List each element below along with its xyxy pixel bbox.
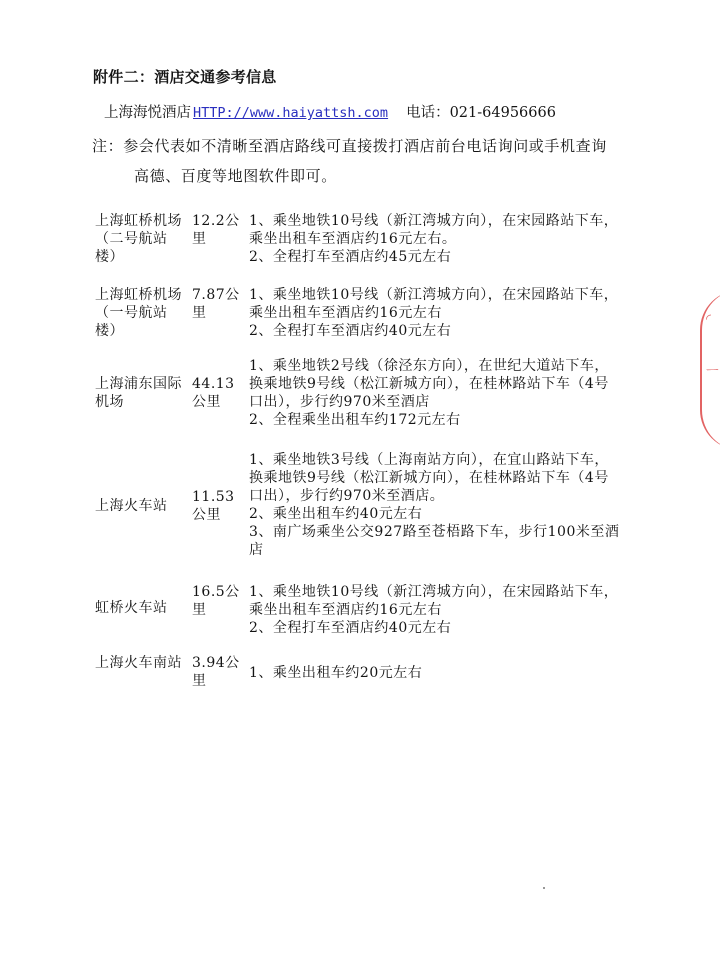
note-line-1: 注：参会代表如不清晰至酒店路线可直接拨打酒店前台电话询问或手机查询 [92,137,607,155]
seal-mark: ㅡ [706,364,719,379]
route-step: 1、乘坐地铁10号线（新江湾城方向），在宋园路站下车，乘坐出租车至酒店约16元左右 [249,584,619,618]
route-distance: 3.94公里 [192,655,240,689]
route-place: 上海虹桥机场（二号航站楼） [95,213,182,265]
hotel-name: 上海海悦酒店 [104,105,191,121]
seal-stamp-edge [700,290,720,450]
note-line-2: 高德、百度等地图软件即可。 [134,167,337,185]
route-step: 2、全程乘坐出租车约172元左右 [249,412,461,428]
route-distance: 12.2公里 [192,213,240,247]
route-step: 3、南广场乘坐公交927路至苍梧路下车，步行100米至酒店 [249,524,620,558]
route-place: 虹桥火车站 [95,600,168,616]
route-place: 上海浦东国际机场 [95,376,182,410]
hotel-website-link[interactable]: HTTP://www.haiyattsh.com [193,105,389,121]
route-step: 2、全程打车至酒店约45元左右 [249,249,452,265]
seal-mark: ◜ [706,312,712,327]
hotel-phone-label: 电话： [406,105,450,121]
route-details [249,286,623,340]
scan-speck [543,887,545,889]
route-details [249,357,623,429]
route-step: 2、全程打车至酒店约40元左右 [249,620,452,636]
route-step: 1、乘坐地铁2号线（徐泾东方向），在世纪大道站下车，换乘地铁9号线（松江新城方向），在桂林路站下车（4号口出），步行约970米至酒店 [249,358,609,410]
route-distance: 11.53公里 [192,489,235,523]
route-step: 1、乘坐地铁10号线（新江湾城方向），在宋园路站下车，乘坐出租车至酒店约16元左右 [249,287,619,321]
route-details [249,583,623,637]
route-place: 上海虹桥机场（一号航站楼） [95,287,182,339]
route-step: 2、全程打车至酒店约40元左右 [249,323,452,339]
page-title: 附件二：酒店交通参考信息 [93,68,277,86]
route-details [249,451,623,559]
route-step: 2、乘坐出租车约40元左右 [249,506,423,522]
route-step: 1、乘坐地铁10号线（新江湾城方向），在宋园路站下车，乘坐出租车至酒店约16元左右。 [249,213,619,247]
route-distance: 44.13公里 [192,376,235,410]
route-place: 上海火车站 [95,498,168,514]
route-step: 1、乘坐出租车约20元左右 [249,665,423,681]
route-step: 1、乘坐地铁3号线（上海南站方向），在宜山路站下车，换乘地铁9号线（松江新城方向），在桂林路站下车（4号口出），步行约970米至酒店。 [249,452,609,504]
hotel-phone: 021-64956666 [449,105,556,121]
route-distance: 7.87公里 [192,287,240,321]
route-details [249,212,623,266]
route-distance: 16.5公里 [192,584,240,618]
route-place: 上海火车南站 [95,655,182,671]
route-details [249,664,623,682]
